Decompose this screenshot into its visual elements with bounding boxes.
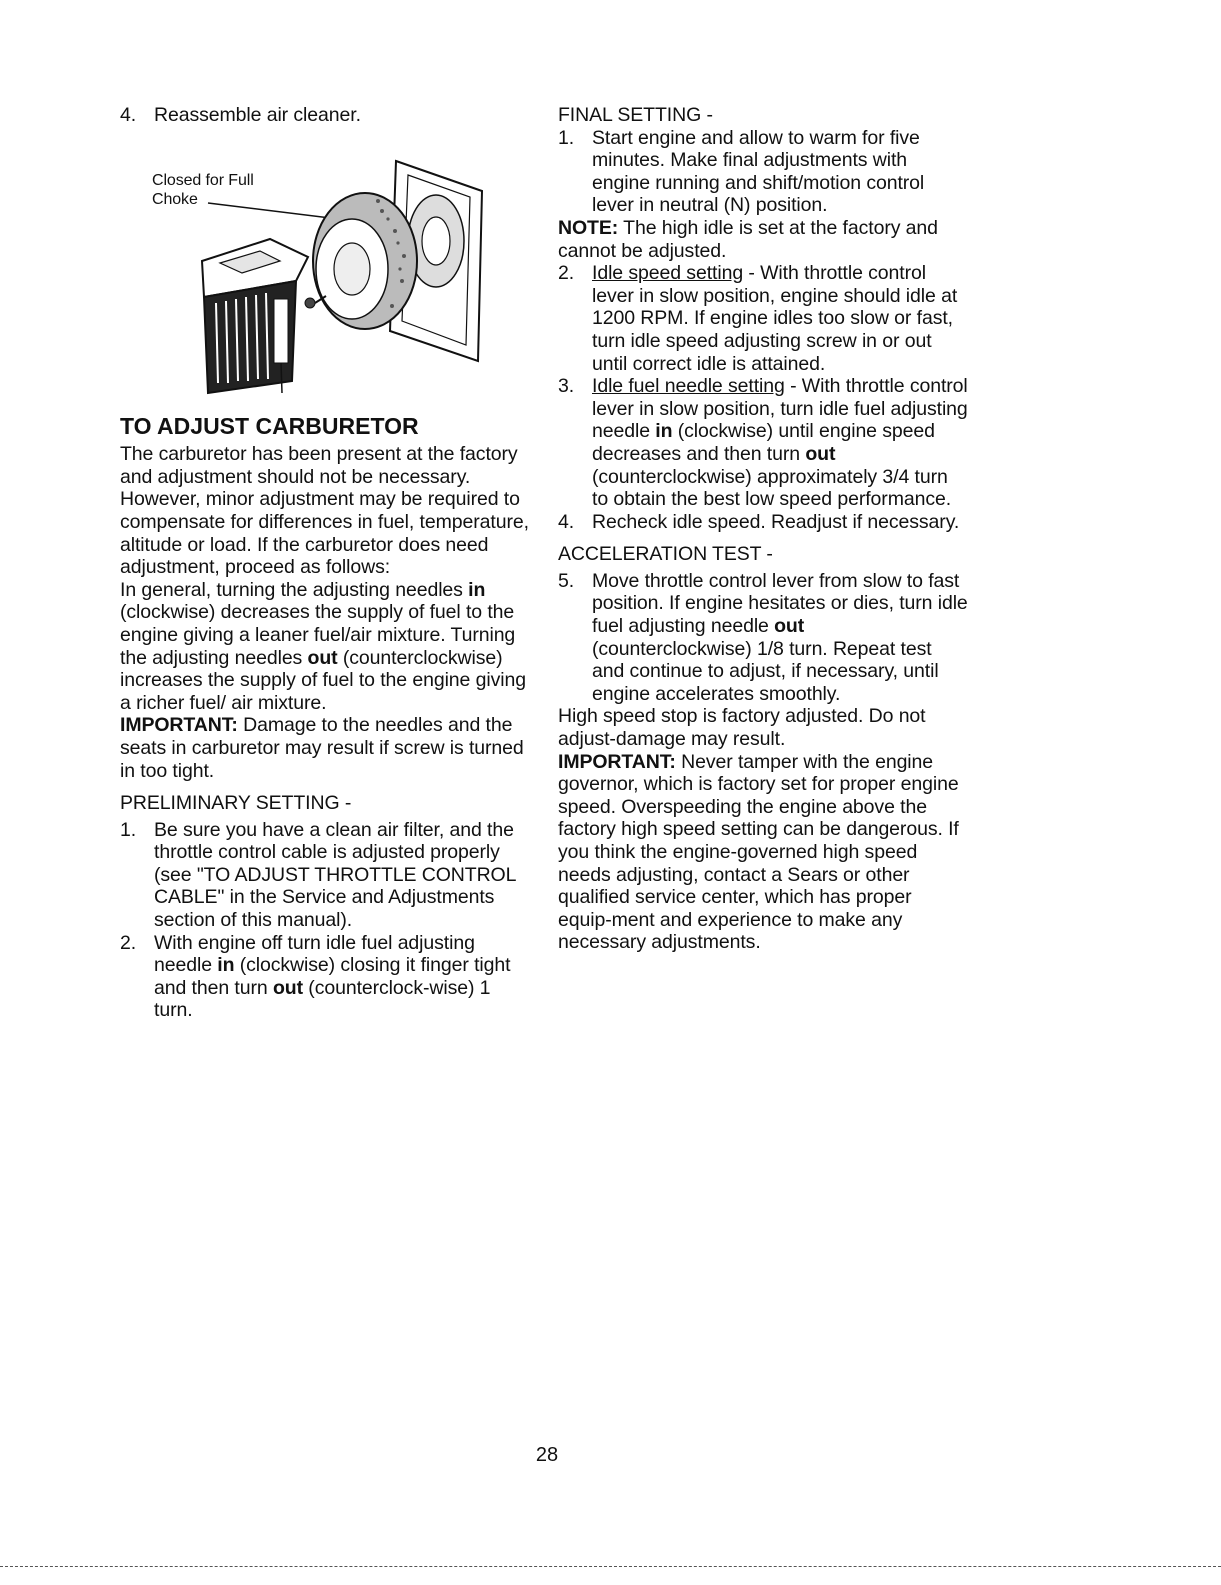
item-bold-out: out bbox=[272, 976, 303, 999]
general-bold-in: in bbox=[468, 578, 486, 601]
section-heading: TO ADJUST CARBURETOR bbox=[120, 412, 419, 439]
page-number: 28 bbox=[535, 1444, 559, 1466]
item-text-3: (counterclock-wise) 1 turn. bbox=[154, 976, 491, 1022]
important-label: IMPORTANT: bbox=[558, 750, 676, 773]
item-text-2: (counterclockwise) 1/8 turn. Repeat test and continue to adjust, if necessary, until engine accelerates smoothly. bbox=[592, 637, 939, 705]
note-label: NOTE: bbox=[558, 216, 619, 239]
recheck-item bbox=[558, 511, 968, 534]
item-bold-out: out bbox=[805, 442, 836, 465]
note-paragraph bbox=[558, 217, 968, 262]
item-text-3: (counterclockwise) approximately 3/4 turn to obtain the best low speed performance. bbox=[592, 465, 952, 511]
item-number: 4. bbox=[558, 510, 575, 533]
general-bold-out: out bbox=[307, 646, 338, 669]
item-bold-in: in bbox=[217, 954, 235, 977]
general-text-1: In general, turning the adjusting needles bbox=[120, 578, 469, 601]
item-text: Recheck idle speed. Readjust if necessary. bbox=[592, 510, 960, 533]
high-speed-paragraph: High speed stop is factory adjusted. Do not adjust-damage may result. bbox=[558, 705, 926, 751]
preliminary-heading: PRELIMINARY SETTING - bbox=[120, 792, 352, 815]
bottom-rule bbox=[0, 1566, 1221, 1568]
important-paragraph bbox=[120, 714, 530, 782]
item-number: 1. bbox=[558, 126, 575, 149]
air-cleaner-figure bbox=[120, 131, 500, 401]
general-paragraph bbox=[120, 579, 530, 715]
callout-line-1: Closed for Full bbox=[152, 171, 254, 189]
item-number: 2. bbox=[558, 262, 575, 285]
acceleration-item bbox=[558, 570, 968, 706]
important-paragraph bbox=[558, 751, 968, 954]
note-text: The high idle is set at the factory and cannot be adjusted. bbox=[558, 216, 938, 262]
right-column bbox=[558, 104, 968, 954]
final-item bbox=[558, 127, 968, 217]
item-text-1: Move throttle control lever from slow to fast position. If engine hesitates or dies, turn idle fuel adjusting needle bbox=[592, 569, 968, 638]
item-number: 3. bbox=[558, 375, 575, 398]
important-text: Never tamper with the engine governor, which is factory set for proper engine speed. Overspeeding the engine above the factory high speed setting can be dangerous. If you think the engine-governed high speed needs adjusting, contact a Sears or other qualified service center, which has proper equip-ment and experience to make any necessary adjustments. bbox=[558, 750, 959, 954]
step-number: 4. bbox=[120, 104, 137, 126]
callout-line-2: Choke bbox=[152, 190, 198, 208]
item-number: 5. bbox=[558, 569, 575, 592]
item-text-2: (clockwise) until engine speed decreases and then turn bbox=[592, 420, 935, 465]
item-text-1: With engine off turn idle fuel adjusting needle bbox=[154, 931, 475, 977]
general-text-2: (clockwise) decreases the supply of fuel to the engine giving a leaner fuel/air mixture. Turning the adjusting needles bbox=[120, 601, 516, 669]
choke-callout bbox=[152, 171, 254, 209]
item-title: Idle fuel needle setting bbox=[592, 375, 785, 398]
item-number: 2. bbox=[120, 931, 137, 954]
step-reassemble bbox=[120, 104, 530, 127]
item-bold-in: in bbox=[655, 420, 673, 443]
item-text-1: - With throttle control lever in slow position, turn idle fuel adjusting needle bbox=[592, 375, 968, 443]
item-title: Idle speed setting bbox=[592, 262, 744, 285]
item-text: Start engine and allow to warm for five minutes. Make final adjustments with engine running and shift/motion control lever in neutral (N) position. bbox=[592, 126, 925, 217]
left-column bbox=[120, 104, 530, 1022]
item-text-2: (clockwise) closing it finger tight and then turn bbox=[154, 954, 511, 999]
general-text-3: (counterclockwise) increases the supply of fuel to the engine giving a richer fuel/ air mixture. bbox=[120, 646, 526, 714]
idle-speed-item bbox=[558, 262, 968, 375]
important-label: IMPORTANT: bbox=[120, 714, 238, 737]
intro-paragraph: The carburetor has been present at the factory and adjustment should not be necessary. However, minor adjustment may be required to compensate for differences in fuel, temperature, altitude or load. If the carburetor does need adjustment, proceed as follows: bbox=[120, 443, 529, 579]
item-text: - With throttle control lever in slow position, engine should idle at 1200 RPM. If engine idles too slow or fast, turn idle speed adjusting screw in or out until correct idle is attained. bbox=[592, 262, 958, 375]
step-text: Reassemble air cleaner. bbox=[154, 104, 361, 126]
final-setting-heading: FINAL SETTING - bbox=[558, 104, 713, 126]
preliminary-item bbox=[120, 819, 530, 932]
item-text: Be sure you have a clean air filter, and the throttle control cable is adjusted properly (see "TO ADJUST THROTTLE CONTROL CABLE" in the Service and Adjustments section of this manual). bbox=[154, 818, 516, 932]
item-number: 1. bbox=[120, 818, 137, 841]
idle-fuel-needle-item bbox=[558, 375, 968, 511]
preliminary-item bbox=[120, 932, 530, 1022]
acceleration-heading: ACCELERATION TEST - bbox=[558, 543, 773, 566]
important-text: Damage to the needles and the seats in carburetor may result if screw is turned in too tight. bbox=[120, 714, 524, 782]
item-bold-out: out bbox=[774, 615, 805, 638]
